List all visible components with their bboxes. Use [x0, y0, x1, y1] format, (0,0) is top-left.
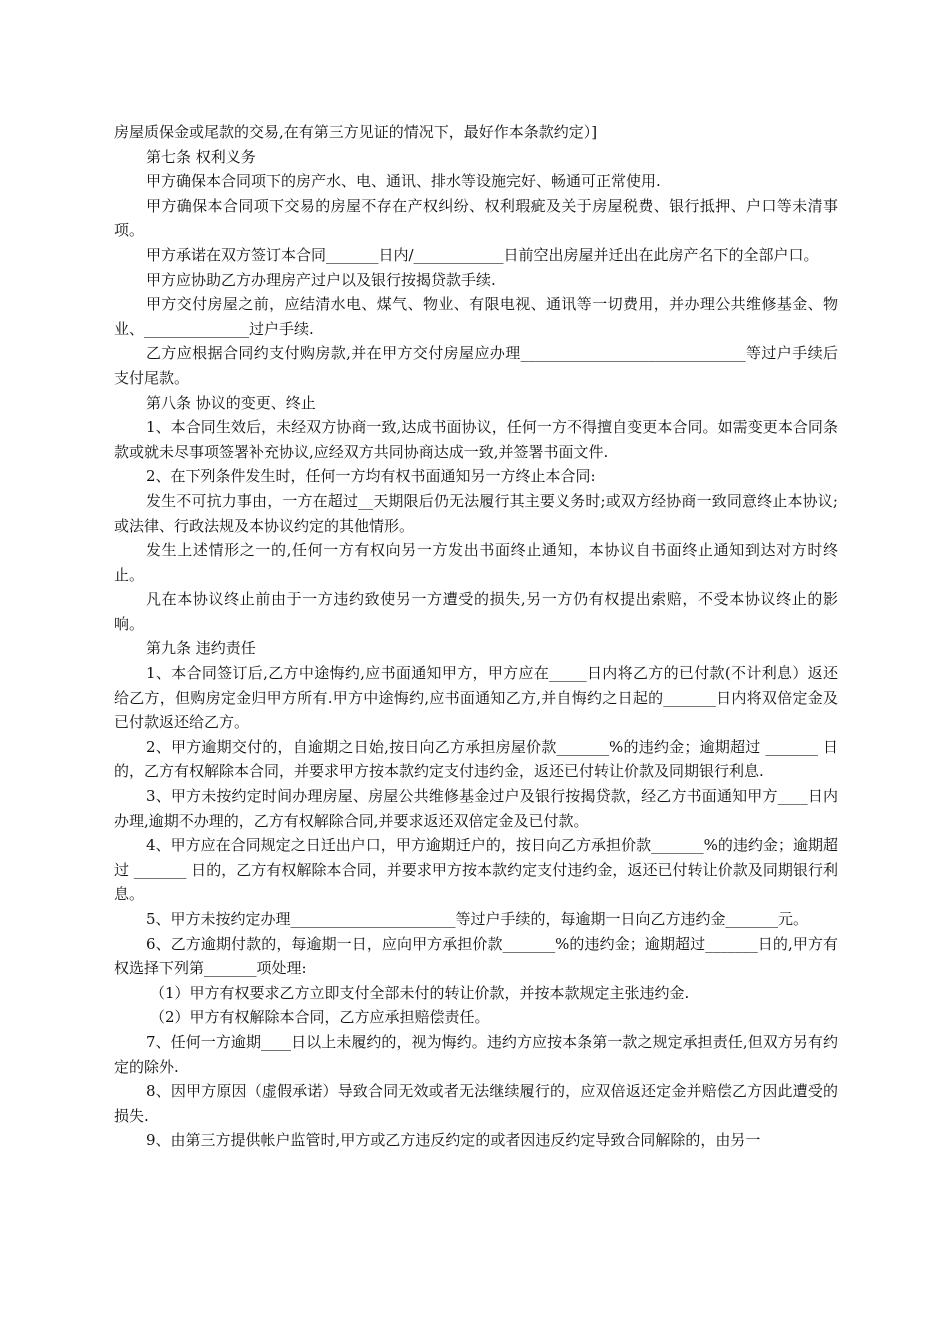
paragraph: 甲方承诺在双方签订本合同_______日内/____________日前空出房屋并迁出在此房产名下的全部户口。 — [146, 245, 819, 264]
paragraph: 9、由第三方提供帐户监管时,甲方或乙方违反约定的或者因违反约定导致合同解除的，由另一 — [146, 1131, 761, 1150]
paragraph: 发生不可抗力事由，一方在超过__天期限后仍无法履行其主要义务时;或双方经协商一致同意终止本协议;或法律、行政法规及本协议约定的其他情形。 — [114, 491, 838, 535]
paragraph: 7、任何一方逾期____日以上未履约的，视为悔约。违约方应按本条第一款之规定承担责任,但双方另有约定的除外. — [114, 1032, 838, 1076]
paragraph: 4、甲方应在合同规定之日迁出户口，甲方逾期迁户的，按日向乙方承担价款_______%的违约金；逾期超过 _______ 日的，乙方有权解除本合同，并要求甲方按本款约定支付违约金，返还已付转让价款及同期银行利息。 — [114, 836, 838, 904]
article-8-heading: 第八条 协议的变更、终止 — [146, 393, 316, 412]
contract-body — [114, 120, 838, 1153]
paragraph: 乙方应根据合同约支付购房款,并在甲方交付房屋应办理______________________________等过户手续后支付尾款。 — [114, 344, 838, 387]
paragraph-continued-note: 房屋质保金或尾款的交易,在有第三方见证的情况下，最好作本条款约定）] — [114, 123, 598, 141]
paragraph: 1、本合同签订后,乙方中途悔约,应书面通知甲方，甲方应在_____日内将乙方的已付款(不计利息）返还给乙方，但购房定金归甲方所有.甲方中途悔约,应书面通知乙方,并自悔约之日起的_______日内将双倍定金及已付款返还给乙方。 — [114, 664, 838, 732]
paragraph: 2、在下列条件发生时，任何一方均有权书面通知另一方终止本合同: — [146, 467, 596, 486]
sub-item: （1）甲方有权要求乙方立即支付全部未付的转让价款，并按本款规定主张违约金. — [150, 983, 690, 1002]
paragraph: 1、本合同生效后，未经双方协商一致,达成书面协议，任何一方不得擅自变更本合同。如需变更本合同条款或就未尽事项签署补充协议,应经双方共同协商达成一致,并签署书面文件. — [114, 418, 838, 461]
paragraph: 甲方确保本合同项下交易的房屋不存在产权纠纷、权利瑕疵及关于房屋税费、银行抵押、户口等未清事项。 — [114, 196, 838, 240]
paragraph: 甲方交付房屋之前，应结清水电、煤气、物业、有限电视、通讯等一切费用，并办理公共维修基金、物业、______________过户手续. — [114, 295, 838, 338]
paragraph: 发生上述情形之一的,任何一方有权向另一方发出书面终止通知，本协议自书面终止通知到达对方时终止。 — [114, 541, 838, 584]
paragraph: 8、因甲方原因（虚假承诺）导致合同无效或者无法继续履行的，应双倍返还定金并赔偿乙方因此遭受的损失. — [114, 1082, 838, 1125]
paragraph: 甲方确保本合同项下的房产水、电、通讯、排水等设施完好、畅通可正常使用. — [146, 172, 661, 191]
article-7-heading: 第七条 权利义务 — [146, 147, 256, 166]
paragraph: 2、甲方逾期交付的，自逾期之日始,按日向乙方承担房屋价款_______%的违约金；逾期超过 _______ 日的，乙方有权解除本合同，并要求甲方按本款约定支付违约金，返还已付转让价款及同期银行利息. — [114, 737, 838, 781]
paragraph: 5、甲方未按约定办理______________________等过户手续的，每逾期一日向乙方违约金_______元。 — [146, 910, 809, 928]
paragraph: 甲方应协助乙方办理房产过户以及银行按揭贷款手续. — [146, 270, 496, 289]
paragraph: 3、甲方未按约定时间办理房屋、房屋公共维修基金过户及银行按揭贷款，经乙方书面通知甲方____日内办理,逾期不办理的，乙方有权解除合同,并要求返还双倍定金及已付款。 — [114, 787, 838, 830]
article-9-heading: 第九条 违约责任 — [146, 639, 256, 658]
paragraph: 凡在本协议终止前由于一方违约致使另一方遭受的损失,另一方仍有权提出索赔，不受本协议终止的影响。 — [114, 590, 838, 633]
sub-item: （2）甲方有权解除本合同，乙方应承担赔偿责任。 — [150, 1008, 490, 1027]
paragraph: 6、乙方逾期付款的，每逾期一日，应向甲方承担价款_______%的违约金；逾期超过_______日的,甲方有权选择下列第_______项处理: — [114, 934, 838, 978]
